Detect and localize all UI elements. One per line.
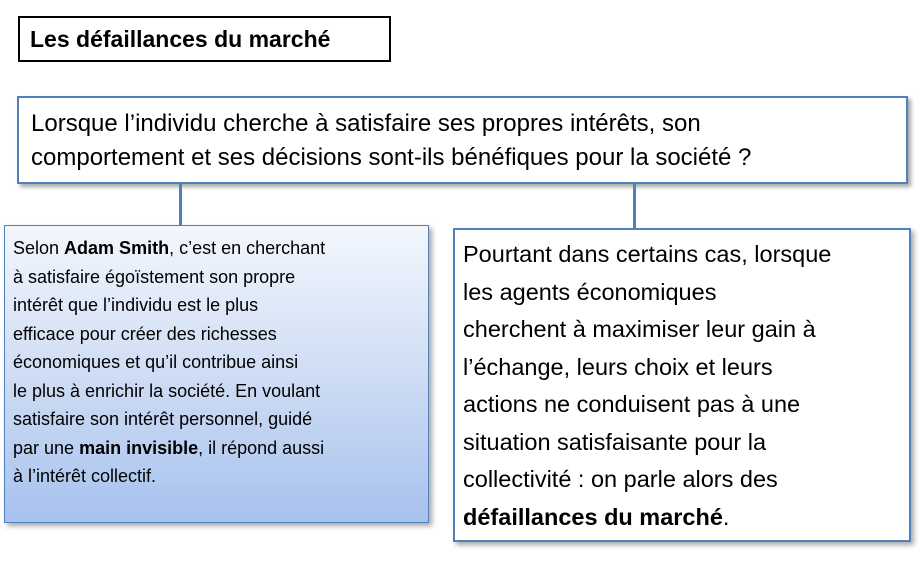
failure-line-8: défaillances du marché.: [463, 503, 730, 530]
failure-line-2: les agents économiques: [463, 278, 717, 305]
smith-line-7: satisfaire son intérêt personnel, guidé: [13, 409, 313, 429]
main-invisible-term: main invisible: [79, 437, 199, 458]
connector-left: [179, 184, 182, 225]
smith-line-4: efficace pour créer des richesses: [13, 323, 277, 344]
failure-line-4: l’échange, leurs choix et leurs: [463, 353, 773, 380]
adam-smith-name: Adam Smith: [64, 238, 170, 258]
failure-line-7: collectivité : on parle alors des: [463, 466, 778, 492]
failure-line-1: Pourtant dans certains cas, lorsque: [463, 241, 832, 267]
question-box: [17, 96, 908, 184]
adam-smith-box: [4, 225, 429, 523]
question-line-1: Lorsque l’individu cherche à satisfaire ses propres intérêts, son: [31, 110, 701, 137]
market-failure-term: défaillances du marché: [463, 503, 723, 530]
diagram-title: Les défaillances du marché: [18, 16, 391, 62]
smith-line-5: économiques et qu’il contribue ainsi: [13, 352, 299, 372]
smith-line-3: intérêt que l’individu est le plus: [13, 295, 259, 315]
question-line-2: comportement et ses décisions sont-ils bénéfiques pour la société ?: [31, 144, 752, 171]
connector-right: [633, 184, 636, 228]
failure-line-6: situation satisfaisante pour la: [463, 428, 767, 455]
failure-line-5: actions ne conduisent pas à une: [463, 391, 801, 417]
smith-line-6: le plus à enrichir la société. En voulant: [13, 380, 321, 401]
smith-line-9: à l’intérêt collectif.: [13, 466, 157, 486]
failure-line-3: cherchent à maximiser leur gain à: [463, 316, 816, 342]
smith-line-8: par une main invisible, il répond aussi: [13, 437, 325, 458]
market-failure-box: [453, 228, 911, 542]
smith-line-2: à satisfaire égoïstement son propre: [13, 266, 296, 287]
smith-line-1: Selon Adam Smith, c’est en cherchant: [13, 238, 326, 258]
